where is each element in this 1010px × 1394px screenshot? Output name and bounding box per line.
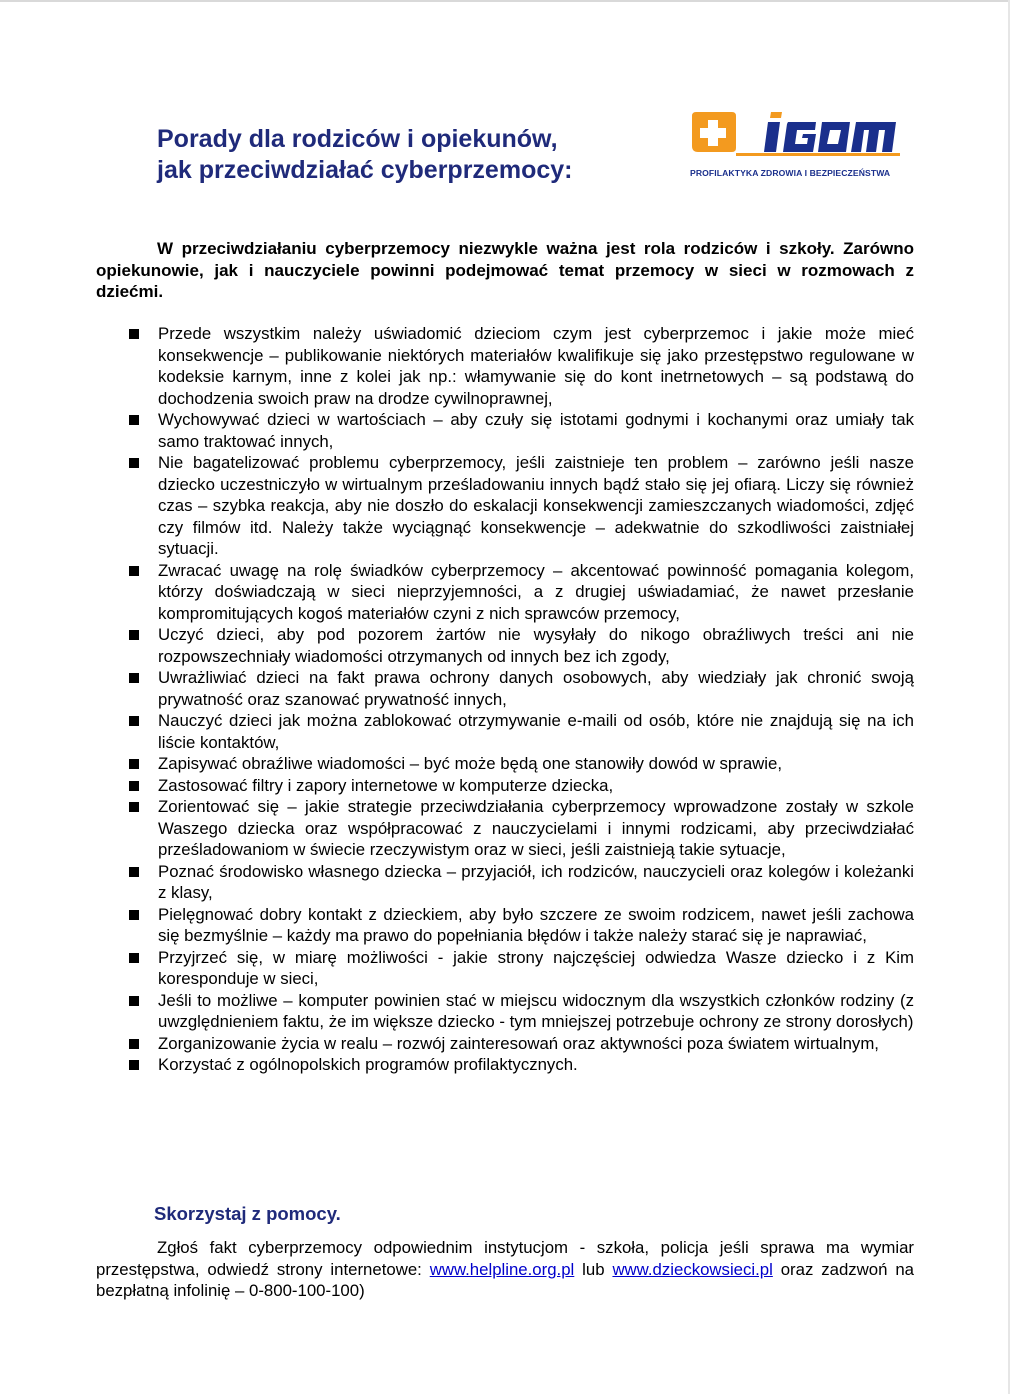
list-item-text: Uczyć dzieci, aby pod pozorem żartów nie wysyłały do nikogo obraźliwych treści ani nie rozpowszechniały wiadomości otrzymanych od innych bez ich zgody, [158,625,914,666]
list-item-text: Korzystać z ogólnopolskich programów profilaktycznych. [158,1055,578,1074]
square-bullet-icon [129,802,139,812]
helpline-link[interactable]: www.helpline.org.pl [429,1259,575,1279]
list-item [128,861,914,904]
square-bullet-icon [129,329,139,339]
list-item-text: Uwrażliwiać dzieci na fakt prawa ochrony danych osobowych, aby wiedziały jak chronić swoją prywatność oraz szanować prywatność innych, [158,668,914,709]
page-title [157,124,677,186]
square-bullet-icon [129,781,139,791]
list-item-text: Wychowywać dzieci w wartościach – aby czuły się istotami godnymi i kochanymi oraz umiały tak samo traktować innych, [158,410,914,451]
square-bullet-icon [129,910,139,920]
square-bullet-icon [129,716,139,726]
help-paragraph [96,1237,914,1302]
square-bullet-icon [129,566,139,576]
list-item [128,452,914,560]
list-item-text: Zorganizowanie życia w realu – rozwój zainteresowań oraz aktywności poza światem wirtualnym, [158,1033,879,1053]
help-heading: Skorzystaj z pomocy. [154,1203,341,1224]
list-item-text: Przede wszystkim należy uświadomić dzieciom czym jest cyberprzemoc i jakie może mieć konsekwencje – publikowanie niektórych materiałów kwalifikuje się jako przestępstwo regulowane w kodeksie karnym, inne z kolei jak np.: włamywanie się do kont inetrnetowych – są podstawą do dochodzenia swoich praw na drodze cywilnoprawnej, [158,324,914,408]
list-item [128,947,914,990]
square-bullet-icon [129,867,139,877]
list-item-text: Zwracać uwagę na rolę świadków cyberprzemocy – akcentować powinność pomagania kolegom, którzy doświadczają w sieci nieprzyjemności, a z drugiej uświadamiać, że nawet przesłanie kompromitujących kogoś materiałów czyni z nich sprawców przemocy, [158,560,914,623]
list-item [128,990,914,1033]
logo-tagline: PROFILAKTYKA ZDROWIA I BEZPIECZEŃSTWA [690,168,891,178]
list-item [128,904,914,947]
intro-text: W przeciwdziałaniu cyberprzemocy niezwykle ważna jest rola rodziców i szkoły. Zarówno opiekunowie, jak i nauczyciele powinni podejmować temat przemocy w sieci w rozmowach z dziećmi. [96,239,914,301]
list-item-text: Pielęgnować dobry kontakt z dzieckiem, aby było szczere ze swoim rodzicem, nawet jeśli zachowa się bezmyślnie – każdy ma prawo do popełniania błędów i także należy starać się je naprawiać, [158,904,914,945]
square-bullet-icon [129,1060,139,1070]
list-item [128,753,914,775]
medical-cross-icon [692,112,736,152]
tips-list [128,323,914,1076]
help-text-before: Zgłoś fakt cyberprzemocy odpowiednim instytucjom - szkoła, policja jeśli sprawa ma wymiar przestępstwa, odwiedź strony internetowe: [96,1238,914,1279]
page-title-line-1: Porady dla rodziców i opiekunów, [157,125,558,153]
list-item [128,624,914,667]
square-bullet-icon [129,953,139,963]
list-item-text: Zapisywać obraźliwe wiadomości – być może będą one stanowiły dowód w sprawie, [158,754,782,773]
list-item [128,409,914,452]
list-item [128,667,914,710]
list-item [128,710,914,753]
list-item [128,323,914,409]
square-bullet-icon [129,458,139,468]
list-item [128,796,914,861]
list-item-text: Przyjrzeć się, w miarę możliwości - jakie strony najczęściej odwiedza Wasze dziecko i z Kim koresponduje w sieci, [158,947,914,988]
list-item [128,1054,914,1076]
help-text-after: oraz zadzwoń na bezpłatną infolinię – 0-800-100-100) [96,1259,914,1300]
list-item [128,560,914,625]
page-top-border [0,0,1010,2]
dzieckowsieci-link[interactable]: www.dzieckowsieci.pl [612,1259,773,1279]
square-bullet-icon [129,630,139,640]
list-item-text: Zastosować filtry i zapory internetowe w komputerze dziecka, [158,775,614,795]
square-bullet-icon [129,415,139,425]
help-text-between: lub [574,1259,613,1279]
intro-paragraph [96,238,914,303]
square-bullet-icon [129,673,139,683]
list-item-text: Nie bagatelizować problemu cyberprzemocy, jeśli zaistnieje ten problem – zarówno jeśli nasze dziecko uczestniczyło w wirtualnym prześladowaniu innych bądź stało się jej ofiarą. Liczy się również czas – szybka reakcja, aby nie doszło do eskalacji konsekwencji zamieszczanych wiadomości, zdjęć czy filmów itd. Należy także wyciągnąć konsekwencje – adekwatnie do szkodliwości zaistniałej sytuacji. [158,453,914,558]
square-bullet-icon [129,759,139,769]
list-item-text: Zorientować się – jakie strategie przeciwdziałania cyberprzemocy wprowadzone zostały w szkole Waszego dziecka oraz współpracować z nauczycielami i innymi rodzicami, aby przeciwdziałać prześladowaniom w świecie rzeczywistym oraz w sieci, jeśli zaistnieją takie sytuacje, [158,797,914,859]
page-title-line-2: jak przeciwdziałać cyberprzemocy: [157,156,573,184]
list-item [128,1033,914,1055]
list-item-text: Jeśli to możliwe – komputer powinien stać w miejscu widocznym dla wszystkich członków rodziny (z uwzględnieniem faktu, że im większe dziecko - tym mniejszej potrzebuje ochrony ze strony dorosłych) [158,990,914,1031]
list-item-text: Poznać środowisko własnego dziecka – przyjaciół, ich rodziców, nauczycieli oraz kolegów i koleżanki z klasy, [158,861,914,902]
list-item [128,775,914,797]
square-bullet-icon [129,996,139,1006]
list-item-text: Nauczyć dzieci jak można zablokować otrzymywanie e-maili od osób, które nie znajdują się na ich liście kontaktów, [158,711,914,752]
square-bullet-icon [129,1039,139,1049]
